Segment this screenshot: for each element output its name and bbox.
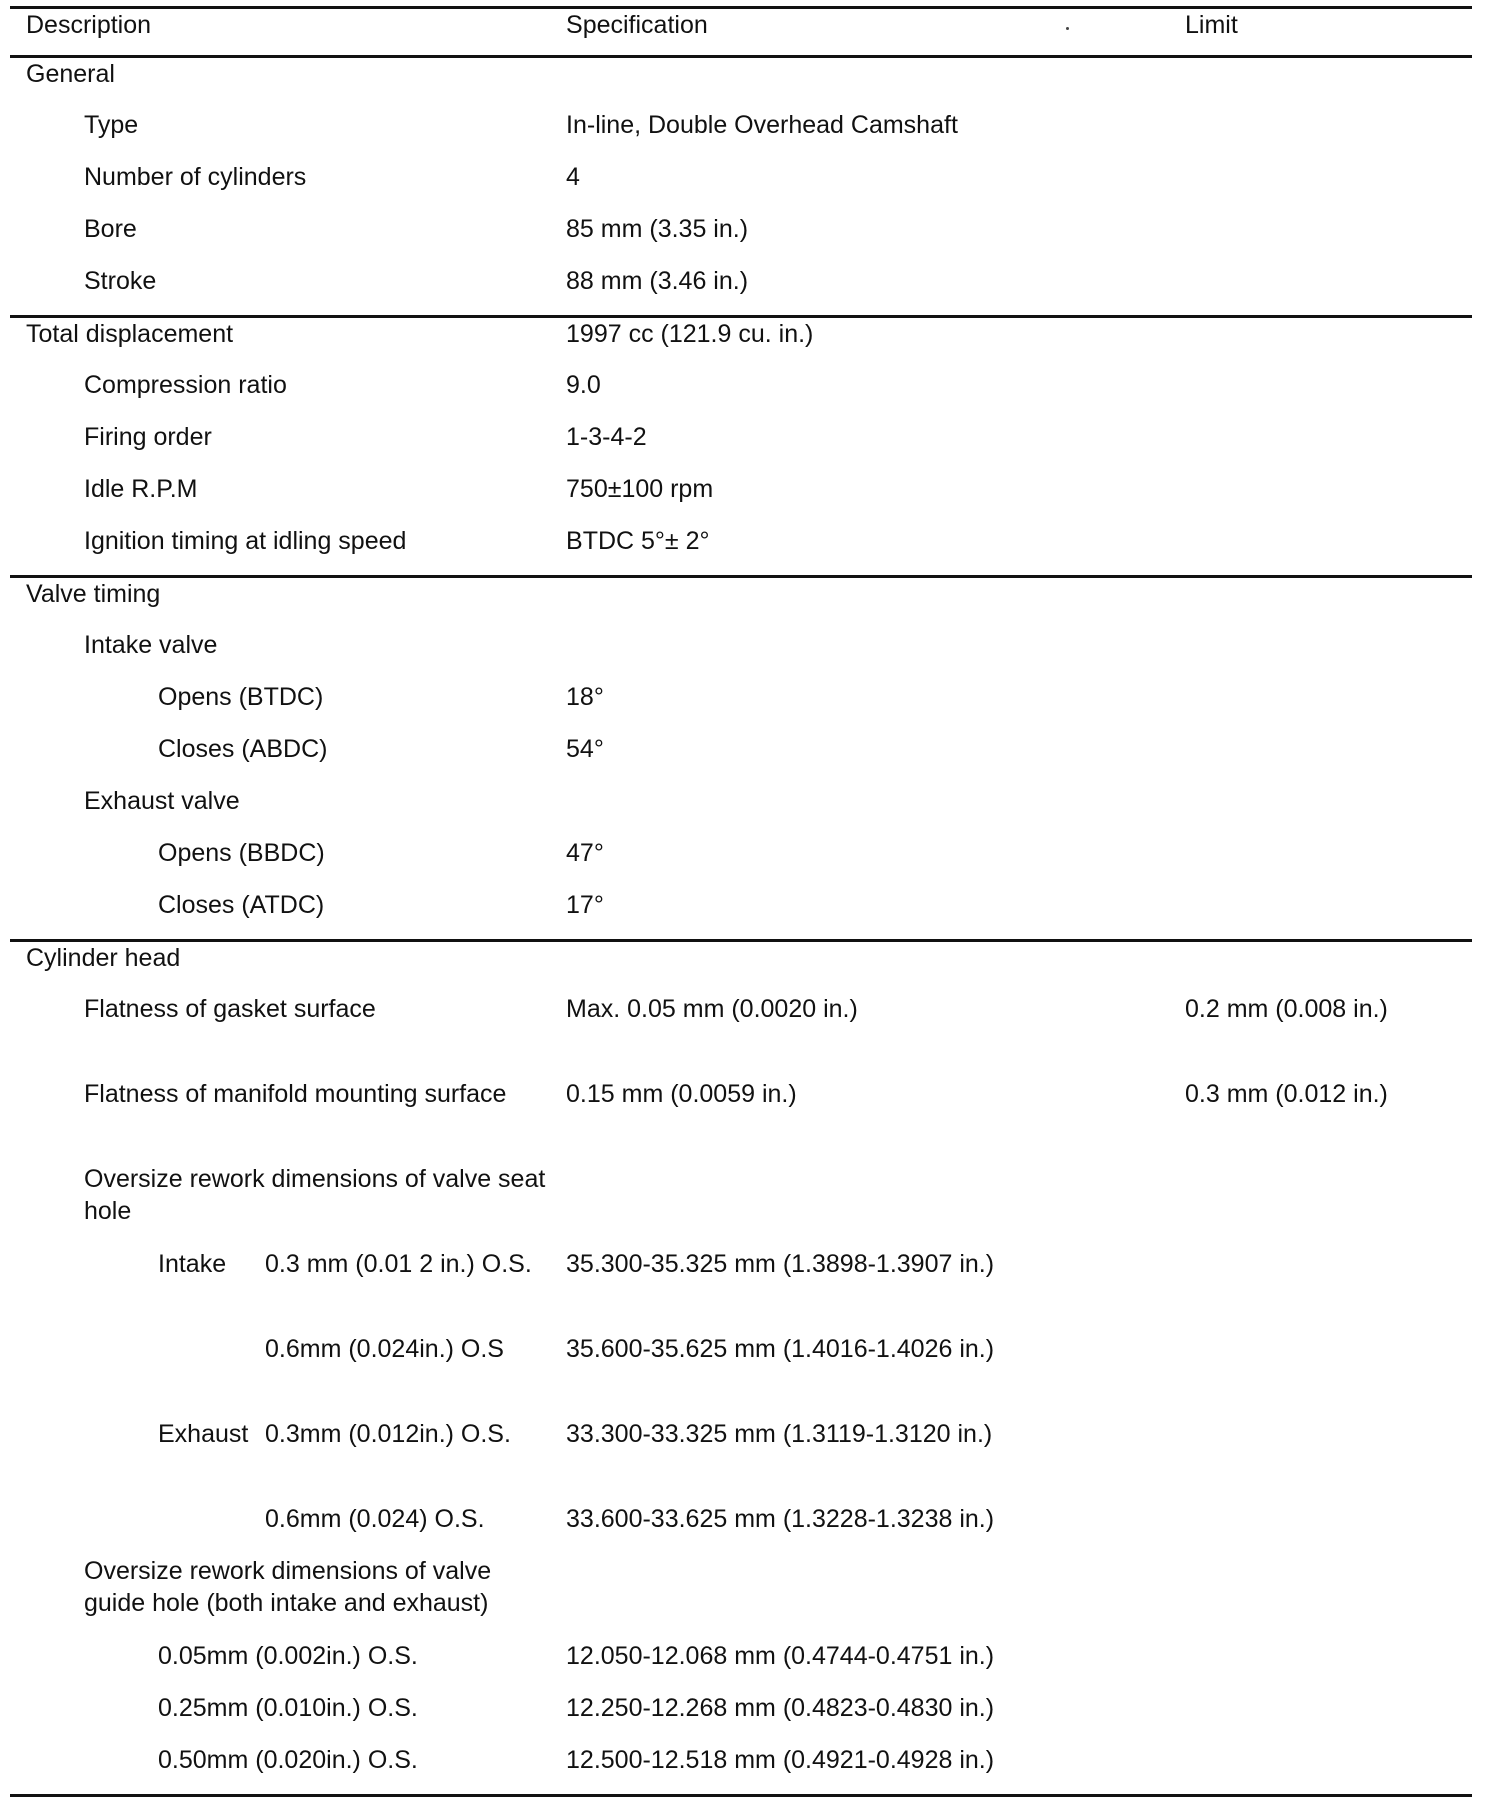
table-row [10, 889, 1472, 941]
row-label: Opens (BBDC) [158, 838, 325, 867]
row-value: 33.300-33.325 mm (1.3119-1.3120 in.) [566, 1419, 993, 1448]
row-value: 54° [566, 734, 604, 763]
row-label: Flatness of gasket surface [84, 994, 376, 1023]
row-value: 12.250-12.268 mm (0.4823-0.4830 in.) [566, 1693, 995, 1722]
row-size: 0.3 mm (0.01 2 in.) O.S. [265, 1249, 532, 1278]
row-label: Ignition timing at idling speed [10, 525, 552, 577]
table-row [10, 577, 1472, 629]
table-row [10, 681, 1472, 733]
row-value: 4 [566, 162, 580, 191]
row-value: 1997 cc (121.9 cu. in.) [566, 320, 814, 348]
row-label: Firing order [84, 422, 212, 451]
row-label: Oversize rework dimensions of valve seat hole [84, 1164, 546, 1225]
row-value: 35.600-35.625 mm (1.4016-1.4026 in.) [566, 1334, 995, 1363]
table-row [10, 1640, 1472, 1692]
row-size: 0.6mm (0.024) O.S. [265, 1504, 485, 1533]
row-value: 88 mm (3.46 in.) [552, 265, 1171, 317]
row-limit: 0.2 mm (0.008 in.) [1185, 994, 1388, 1023]
row-label: 0.25mm (0.010in.) O.S. [158, 1693, 418, 1722]
row-label: Bore [84, 214, 137, 243]
table-row [10, 161, 1472, 213]
table-row [10, 1163, 1472, 1248]
section-title-displacement: Total displacement [26, 320, 234, 348]
row-label: Idle R.P.M [84, 474, 198, 503]
table-row [10, 421, 1472, 473]
row-label: Number of cylinders [84, 162, 307, 191]
header-limit-label: Limit [1185, 11, 1238, 39]
row-label: Type [84, 110, 139, 139]
row-value: 17° [552, 889, 1171, 941]
row-value: 85 mm (3.35 in.) [566, 214, 749, 243]
row-value: 33.600-33.625 mm (1.3228-1.3238 in.) [566, 1504, 995, 1533]
row-value: 12.500-12.518 mm (0.4921-0.4928 in.) [552, 1744, 1171, 1796]
row-value: 1-3-4-2 [566, 422, 647, 451]
table-row [10, 1078, 1472, 1163]
table-row [10, 525, 1472, 577]
row-label: 0.05mm (0.002in.) O.S. [158, 1641, 418, 1670]
table-row [10, 57, 1472, 109]
row-label: 0.50mm (0.020in.) O.S. [10, 1744, 552, 1796]
row-label: Exhaust valve [84, 786, 240, 815]
table-row [10, 1692, 1472, 1744]
header-specification: Specification [552, 8, 1171, 57]
row-value: 35.300-35.325 mm (1.3898-1.3907 in.) [566, 1249, 995, 1278]
table-row [10, 317, 1472, 369]
row-value: 750±100 rpm [566, 474, 714, 503]
row-label: Closes (ABDC) [158, 734, 328, 763]
table-row [10, 369, 1472, 421]
row-value: 12.050-12.068 mm (0.4744-0.4751 in.) [566, 1641, 995, 1670]
section-title-valve-timing: Valve timing [26, 580, 161, 608]
table-row [10, 629, 1472, 681]
row-label: Opens (BTDC) [158, 682, 324, 711]
table-row [10, 941, 1472, 993]
row-value: BTDC 5°± 2° [552, 525, 1171, 577]
header-description: Description [10, 8, 552, 57]
row-label: Stroke [10, 265, 552, 317]
specification-table [10, 6, 1472, 1797]
table-row [10, 1744, 1472, 1796]
row-label: Oversize rework dimensions of valve guide hole (both intake and exhaust) [84, 1556, 492, 1617]
row-value: 47° [566, 838, 604, 867]
row-size: 0.6mm (0.024in.) O.S [265, 1334, 504, 1363]
section-title-general: General [26, 60, 115, 88]
section-title-cylinder-head: Cylinder head [26, 944, 181, 972]
table-row [10, 213, 1472, 265]
row-label: Intake valve [84, 630, 218, 659]
stray-dot [1066, 27, 1069, 30]
table-row [10, 993, 1472, 1078]
table-row [10, 837, 1472, 889]
row-value: 18° [566, 682, 604, 711]
table-row [10, 1248, 1472, 1333]
table-row [10, 109, 1472, 161]
table-row [10, 1333, 1472, 1418]
table-row [10, 473, 1472, 525]
header-limit [1171, 8, 1472, 57]
row-limit: 0.3 mm (0.012 in.) [1185, 1079, 1388, 1108]
row-label: Closes (ATDC) [10, 889, 552, 941]
row-label: Flatness of manifold mounting surface [84, 1079, 507, 1108]
row-value: In-line, Double Overhead Camshaft [566, 110, 958, 139]
table-row [10, 1503, 1472, 1555]
row-value: 0.15 mm (0.0059 in.) [566, 1079, 797, 1108]
table-row [10, 1418, 1472, 1503]
table-row [10, 733, 1472, 785]
table-row [10, 785, 1472, 837]
row-size: 0.3mm (0.012in.) O.S. [265, 1419, 511, 1448]
row-label: Exhaust [158, 1419, 249, 1448]
row-value: Max. 0.05 mm (0.0020 in.) [566, 994, 858, 1023]
row-label: Intake [158, 1249, 227, 1278]
row-value: 9.0 [566, 370, 601, 399]
table-row [10, 1555, 1472, 1640]
row-label: Compression ratio [84, 370, 287, 399]
table-header-row [10, 8, 1472, 57]
table-row [10, 265, 1472, 317]
